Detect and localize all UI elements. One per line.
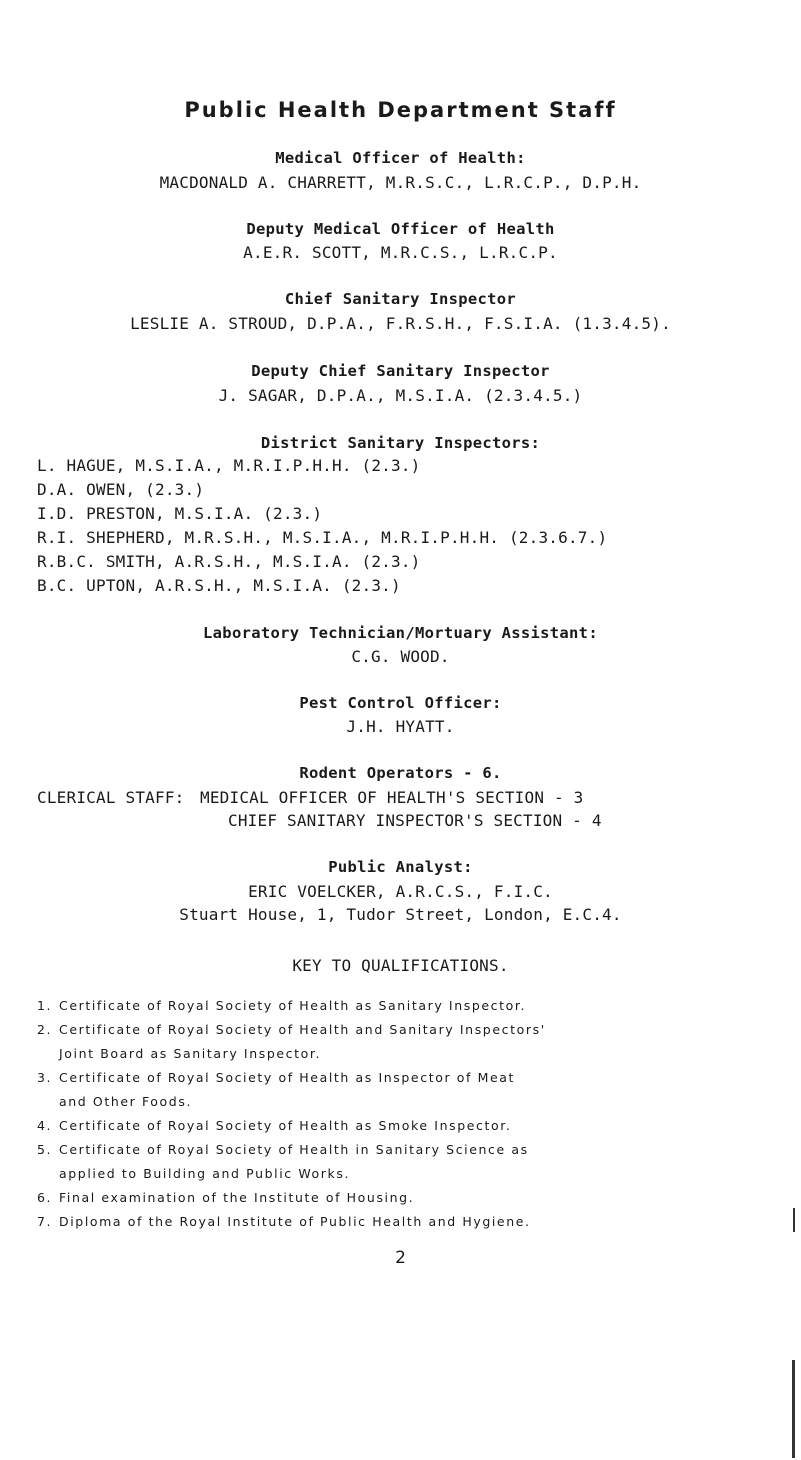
key-item-number: 6. <box>37 1190 53 1205</box>
key-item <box>37 1022 546 1037</box>
public-analyst-name: ERIC VOELCKER, A.R.C.S., F.I.C. <box>248 882 553 901</box>
key-item <box>37 998 526 1013</box>
page-title: Public Health Department Staff <box>184 98 617 122</box>
key-item-number: 3. <box>37 1070 53 1085</box>
deputy-medical-officer-name: A.E.R. SCOTT, M.R.C.S., L.R.C.P. <box>243 243 558 262</box>
district-inspector: I.D. PRESTON, M.S.I.A. (2.3.) <box>37 504 323 523</box>
district-inspector: B.C. UPTON, A.R.S.H., M.S.I.A. (2.3.) <box>37 576 401 595</box>
key-item-text: Certificate of Royal Society of Health as Smoke Inspector. <box>59 1118 512 1133</box>
key-item <box>37 1118 511 1133</box>
key-item <box>37 1070 515 1085</box>
key-item-number: 1. <box>37 998 53 1013</box>
lab-technician-heading: Laboratory Technician/Mortuary Assistant: <box>203 624 598 642</box>
deputy-chief-sanitary-inspector-name: J. SAGAR, D.P.A., M.S.I.A. (2.3.4.5.) <box>218 386 583 405</box>
key-item-number: 7. <box>37 1214 53 1229</box>
key-item-text: Certificate of Royal Society of Health as Sanitary Inspector. <box>59 998 527 1013</box>
district-inspector: R.B.C. SMITH, A.R.S.H., M.S.I.A. (2.3.) <box>37 552 421 571</box>
page-number: 2 <box>395 1248 406 1268</box>
clerical-staff-line: CHIEF SANITARY INSPECTOR'S SECTION - 4 <box>228 811 602 830</box>
key-item-text: Certificate of Royal Society of Health as Inspector of Meat <box>59 1070 516 1085</box>
medical-officer-name: MACDONALD A. CHARRETT, M.R.S.C., L.R.C.P., D.P.H. <box>159 173 642 192</box>
pest-control-name: J.H. HYATT. <box>346 717 455 736</box>
key-item-continuation: Joint Board as Sanitary Inspector. <box>59 1046 322 1061</box>
medical-officer-heading: Medical Officer of Health: <box>275 149 526 167</box>
clerical-staff-line: MEDICAL OFFICER OF HEALTH'S SECTION - 3 <box>200 788 584 807</box>
scan-edge-mark <box>792 1360 795 1458</box>
key-item-number: 4. <box>37 1118 53 1133</box>
public-analyst-heading: Public Analyst: <box>328 858 473 876</box>
district-inspector: R.I. SHEPHERD, M.R.S.H., M.S.I.A., M.R.I.P.H.H. (2.3.6.7.) <box>37 528 608 547</box>
district-inspectors-heading: District Sanitary Inspectors: <box>260 434 541 452</box>
key-item-continuation: applied to Building and Public Works. <box>59 1166 351 1181</box>
clerical-staff-label: CLERICAL STAFF: <box>37 788 185 807</box>
key-item-text: Certificate of Royal Society of Health in Sanitary Science as <box>59 1142 529 1157</box>
public-analyst-address: Stuart House, 1, Tudor Street, London, E.C.4. <box>179 905 622 924</box>
key-item-text: Final examination of the Institute of Housing. <box>59 1190 415 1205</box>
pest-control-heading: Pest Control Officer: <box>299 694 502 712</box>
key-item-continuation: and Other Foods. <box>59 1094 193 1109</box>
chief-sanitary-inspector-name: LESLIE A. STROUD, D.P.A., F.R.S.H., F.S.I.A. (1.3.4.5). <box>130 314 671 333</box>
key-item-number: 2. <box>37 1022 53 1037</box>
key-item <box>37 1190 414 1205</box>
district-inspector: D.A. OWEN, (2.3.) <box>37 480 205 499</box>
deputy-chief-sanitary-inspector-heading: Deputy Chief Sanitary Inspector <box>251 362 550 380</box>
key-item <box>37 1214 531 1229</box>
rodent-operators-heading: Rodent Operators - 6. <box>299 764 502 782</box>
key-item-text: Certificate of Royal Society of Health and Sanitary Inspectors' <box>59 1022 546 1037</box>
key-item-text: Diploma of the Royal Institute of Public Health and Hygiene. <box>59 1214 531 1229</box>
chief-sanitary-inspector-heading: Chief Sanitary Inspector <box>284 290 517 308</box>
key-heading: KEY TO QUALIFICATIONS. <box>292 956 509 975</box>
key-item <box>37 1142 529 1157</box>
lab-technician-name: C.G. WOOD. <box>351 647 450 666</box>
deputy-medical-officer-heading: Deputy Medical Officer of Health <box>246 220 555 238</box>
key-item-number: 5. <box>37 1142 53 1157</box>
scan-edge-mark <box>793 1208 795 1232</box>
district-inspector: L. HAGUE, M.S.I.A., M.R.I.P.H.H. (2.3.) <box>37 456 421 475</box>
